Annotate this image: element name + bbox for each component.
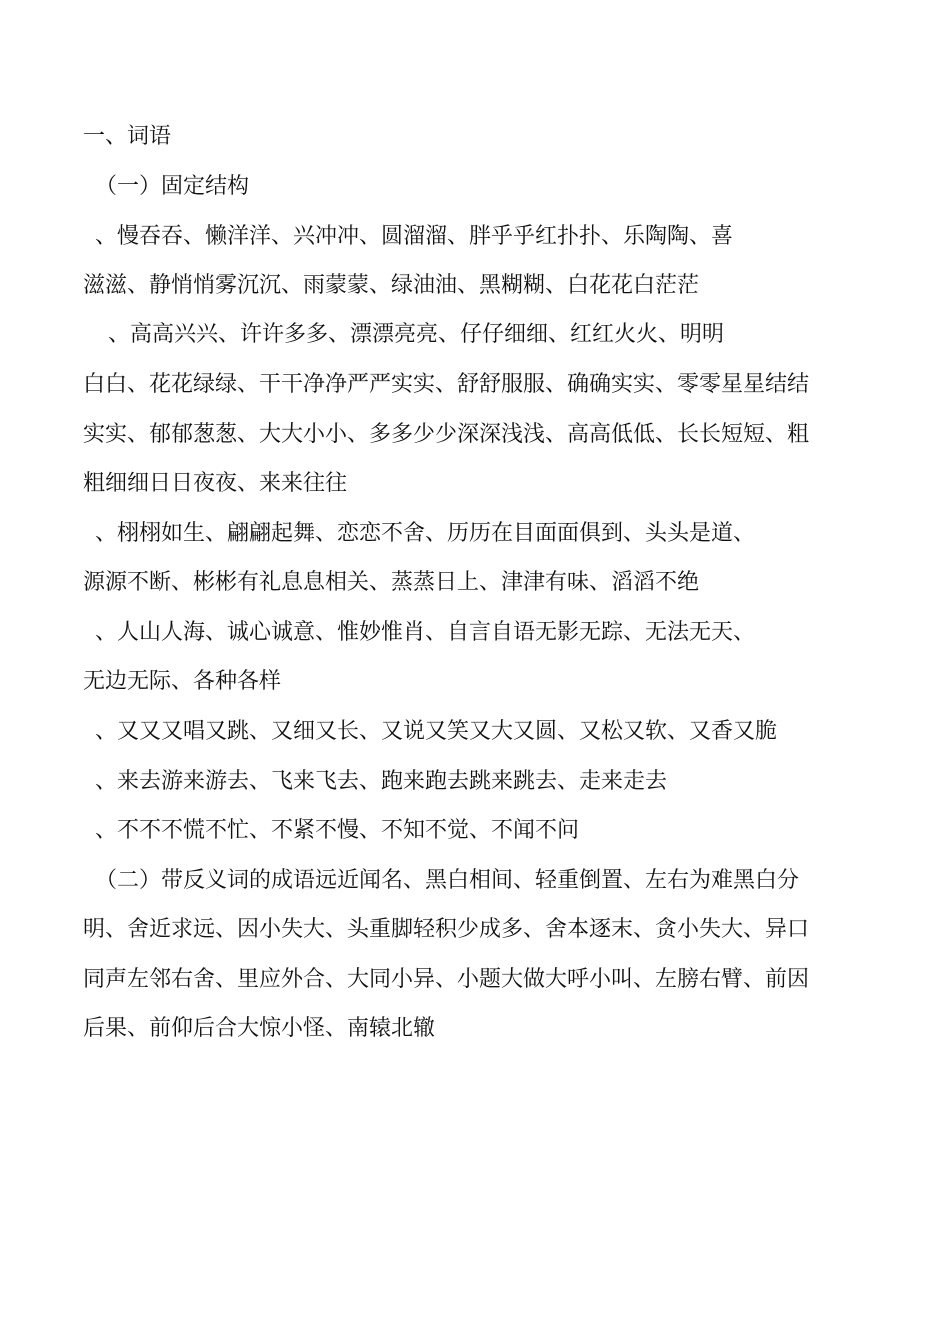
text-line: 无边无际、各种各样 — [83, 669, 282, 694]
text-line: 明、舍近求远、因小失大、头重脚轻积少成多、舍本逐末、贪小失大、异口 — [83, 917, 810, 942]
text-line: 实实、郁郁葱葱、大大小小、多多少少深深浅浅、高高低低、长长短短、粗 — [83, 422, 810, 447]
subsection-heading: （一）固定结构 — [95, 174, 250, 199]
text-line: 滋滋、静悄悄雾沉沉、雨蒙蒙、绿油油、黑糊糊、白花花白茫茫 — [83, 273, 700, 298]
section-heading: 一、词语 — [83, 124, 172, 149]
text-line: 、来去游来游去、飞来飞去、跑来跑去跳来跳去、走来走去 — [95, 769, 668, 794]
text-line: 、高高兴兴、许许多多、漂漂亮亮、仔仔细细、红红火火、明明 — [108, 322, 725, 347]
text-line: 、又又又唱又跳、又细又长、又说又笑又大又圆、又松又软、又香又脆 — [95, 719, 778, 744]
text-line: 粗细细日日夜夜、来来往往 — [83, 471, 348, 496]
text-line: 白白、花花绿绿、干干净净严严实实、舒舒服服、确确实实、零零星星结结 — [83, 372, 810, 397]
text-line: 、不不不慌不忙、不紧不慢、不知不觉、不闻不问 — [95, 818, 580, 843]
text-line: 同声左邻右舍、里应外合、大同小异、小题大做大呼小叫、左膀右臂、前因 — [83, 967, 810, 992]
text-line: 、栩栩如生、翩翩起舞、恋恋不舍、历历在目面面俱到、头头是道、 — [95, 521, 756, 546]
text-line: 后果、前仰后合大惊小怪、南辕北辙 — [83, 1016, 436, 1041]
subsection-heading: （二）带反义词的成语远近闻名、黑白相间、轻重倒置、左右为难黑白分 — [95, 868, 800, 893]
text-line: 源源不断、彬彬有礼息息相关、蒸蒸日上、津津有味、滔滔不绝 — [83, 570, 700, 595]
text-line: 、人山人海、诚心诚意、惟妙惟肖、自言自语无影无踪、无法无天、 — [95, 620, 756, 645]
text-line: 、慢吞吞、懒洋洋、兴冲冲、圆溜溜、胖乎乎红扑扑、乐陶陶、喜 — [95, 224, 734, 249]
